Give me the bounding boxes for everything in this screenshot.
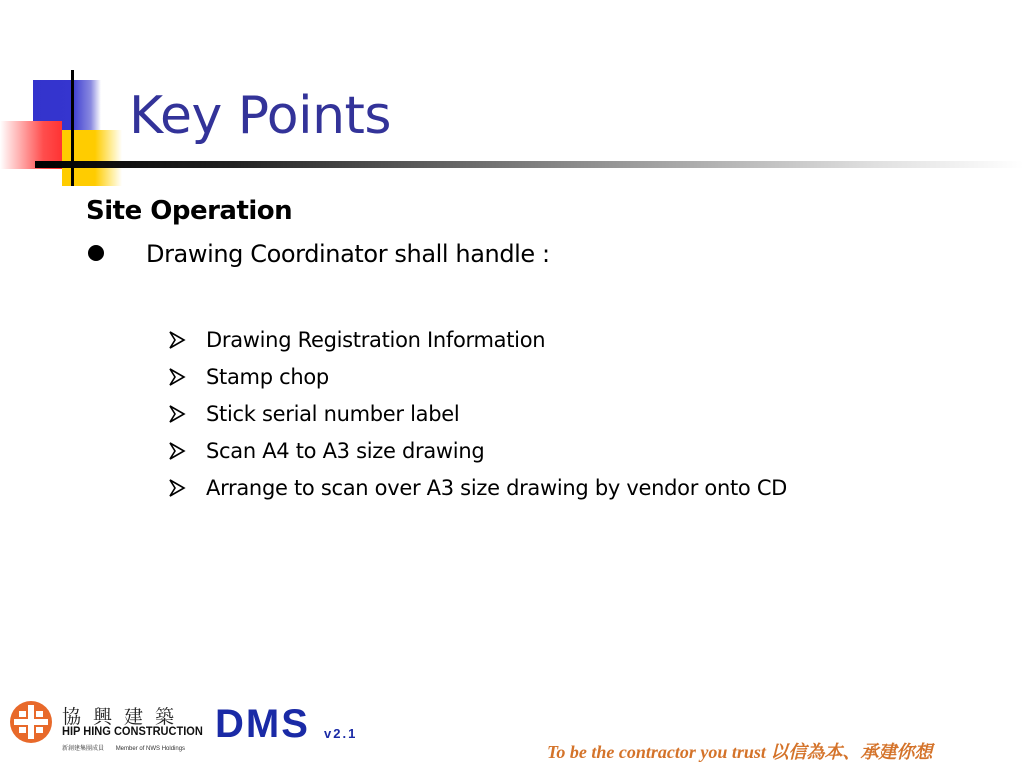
- company-name-english: HIP HING CONSTRUCTION: [62, 724, 203, 738]
- company-subtitle: [62, 743, 195, 752]
- company-subtitle-chinese: 新創建集團成員: [62, 746, 105, 752]
- sub-bullet-text: Stamp chop: [206, 364, 329, 389]
- arrow-bullet-icon: [168, 479, 186, 497]
- section-heading: Site Operation: [86, 196, 293, 226]
- product-version: v2.1: [324, 726, 358, 741]
- arrow-bullet-icon: [168, 368, 186, 386]
- sub-bullet-item: [168, 469, 787, 506]
- main-bullet-text: Drawing Coordinator shall handle :: [146, 240, 550, 268]
- sub-bullet-text: Arrange to scan over A3 size drawing by vendor onto CD: [206, 475, 788, 500]
- sub-bullet-text: Drawing Registration Information: [206, 327, 546, 352]
- arrow-bullet-icon: [168, 405, 186, 423]
- title-underline: [35, 161, 1024, 168]
- sub-bullet-item: [168, 432, 787, 469]
- hip-hing-logo-icon: [9, 700, 53, 744]
- footer-tagline: To be the contractor you trust 以信為本、承建你想: [547, 742, 933, 762]
- arrow-bullet-icon: [168, 331, 186, 349]
- sub-bullet-text: Scan A4 to A3 size drawing: [206, 438, 485, 463]
- sub-bullet-item: [168, 395, 787, 432]
- sub-bullet-list: [168, 321, 787, 506]
- company-subtitle-english: Member of NWS Holdings: [115, 746, 186, 752]
- company-name-chinese: 協興建築: [62, 706, 187, 728]
- slide-title: Key Points: [129, 86, 392, 146]
- arrow-bullet-icon: [168, 442, 186, 460]
- sub-bullet-text: Stick serial number label: [206, 401, 460, 426]
- title-ornament-vertical-line: [71, 70, 74, 186]
- filled-circle-bullet-icon: [88, 245, 104, 261]
- sub-bullet-item: [168, 358, 787, 395]
- product-logo: DMS: [215, 702, 310, 746]
- sub-bullet-item: [168, 321, 787, 358]
